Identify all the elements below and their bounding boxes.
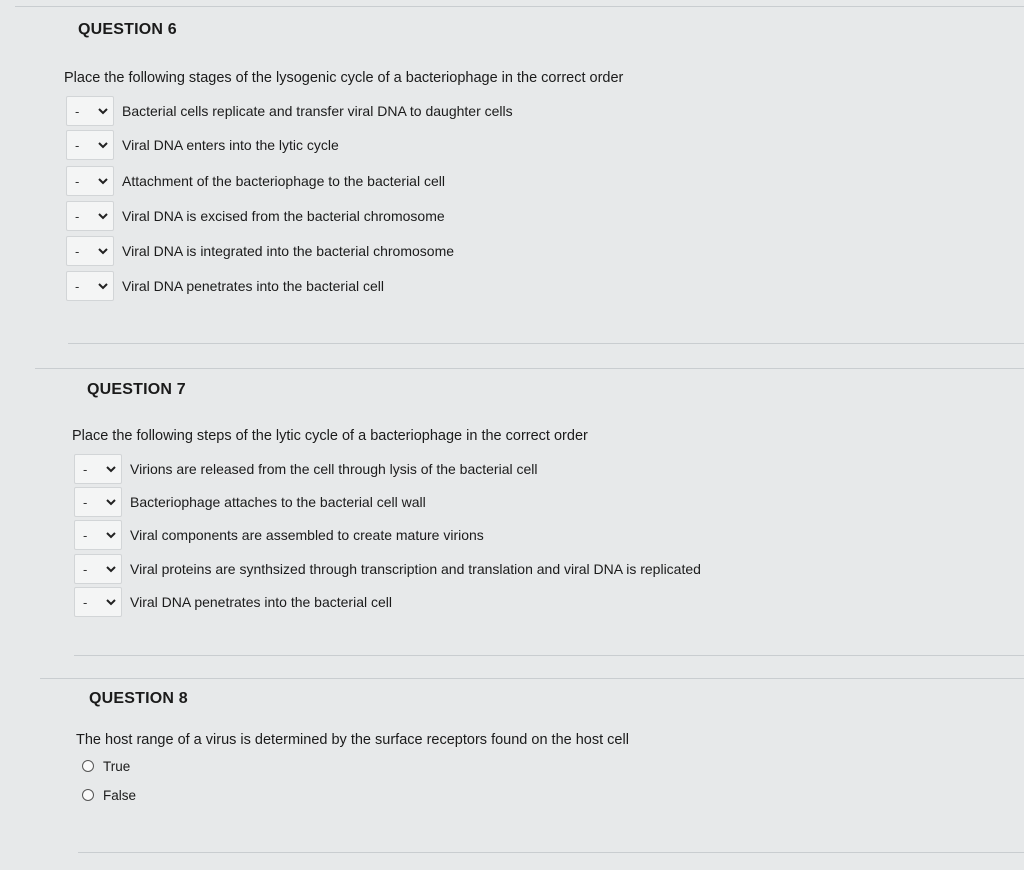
select-value: - [83,527,88,543]
q7-order-row [74,454,538,484]
divider [40,678,1024,679]
select-value: - [83,594,88,610]
q6-order-select[interactable] [66,166,114,196]
q7-order-row [74,487,426,517]
question-6-prompt: Place the following stages of the lysogenic cycle of a bacteriophage in the correct order [64,70,624,86]
true-option[interactable] [82,755,130,777]
chevron-down-icon [98,176,108,186]
radio-unchecked-icon[interactable] [82,789,94,801]
question-8-title: QUESTION 8 [89,690,188,707]
select-value: - [75,137,80,153]
q6-order-row [66,166,445,196]
select-value: - [75,243,80,259]
q6-order-select[interactable] [66,96,114,126]
question-6-title: QUESTION 6 [78,21,177,38]
q7-item-label: Bacteriophage attaches to the bacterial cell wall [130,494,426,510]
q7-order-select[interactable] [74,454,122,484]
q7-item-label: Viral DNA penetrates into the bacterial cell [130,594,392,610]
q6-item-label: Viral DNA penetrates into the bacterial cell [122,278,384,294]
q6-order-select[interactable] [66,201,114,231]
chevron-down-icon [98,246,108,256]
q6-order-row [66,271,384,301]
question-7-title: QUESTION 7 [87,381,186,398]
chevron-down-icon [106,564,116,574]
chevron-down-icon [98,281,108,291]
chevron-down-icon [98,140,108,150]
true-label: True [103,758,131,774]
chevron-down-icon [106,464,116,474]
select-value: - [83,561,88,577]
q6-item-label: Attachment of the bacteriophage to the bacterial cell [122,173,445,189]
select-value: - [75,278,80,294]
chevron-down-icon [106,497,116,507]
q7-item-label: Viral proteins are synthsized through transcription and translation and viral DNA is replicated [130,561,701,577]
select-value: - [75,103,80,119]
q7-order-select[interactable] [74,587,122,617]
q7-item-label: Virions are released from the cell through lysis of the bacterial cell [130,461,538,477]
q7-order-row [74,520,484,550]
q6-order-select[interactable] [66,271,114,301]
q7-order-select[interactable] [74,520,122,550]
question-8-prompt: The host range of a virus is determined by the surface receptors found on the host cell [76,732,629,748]
q6-order-row [66,236,454,266]
q6-order-select[interactable] [66,236,114,266]
false-option[interactable] [82,784,136,806]
divider [78,852,1024,853]
q6-order-row [66,130,339,160]
select-value: - [83,461,88,477]
q6-item-label: Viral DNA is integrated into the bacterial chromosome [122,243,455,259]
q6-item-label: Viral DNA enters into the lytic cycle [122,137,339,153]
q7-item-label: Viral components are assembled to create mature virions [130,527,484,543]
select-value: - [75,173,80,189]
select-value: - [75,208,80,224]
divider [68,343,1024,344]
select-value: - [83,494,88,510]
q6-item-label: Viral DNA is excised from the bacterial chromosome [122,208,445,224]
q6-order-select[interactable] [66,130,114,160]
q7-order-select[interactable] [74,554,122,584]
false-label: False [103,787,137,803]
divider [15,6,1024,7]
divider [35,368,1024,369]
chevron-down-icon [106,597,116,607]
chevron-down-icon [98,106,108,116]
q6-item-label: Bacterial cells replicate and transfer viral DNA to daughter cells [122,103,513,119]
q7-order-row [74,554,701,584]
chevron-down-icon [98,211,108,221]
chevron-down-icon [106,530,116,540]
q6-order-row [66,96,513,126]
q7-order-row [74,587,392,617]
divider [74,655,1024,656]
question-7-prompt: Place the following steps of the lytic cycle of a bacteriophage in the correct order [72,428,588,444]
q7-order-select[interactable] [74,487,122,517]
q6-order-row [66,201,445,231]
radio-unchecked-icon[interactable] [82,760,94,772]
